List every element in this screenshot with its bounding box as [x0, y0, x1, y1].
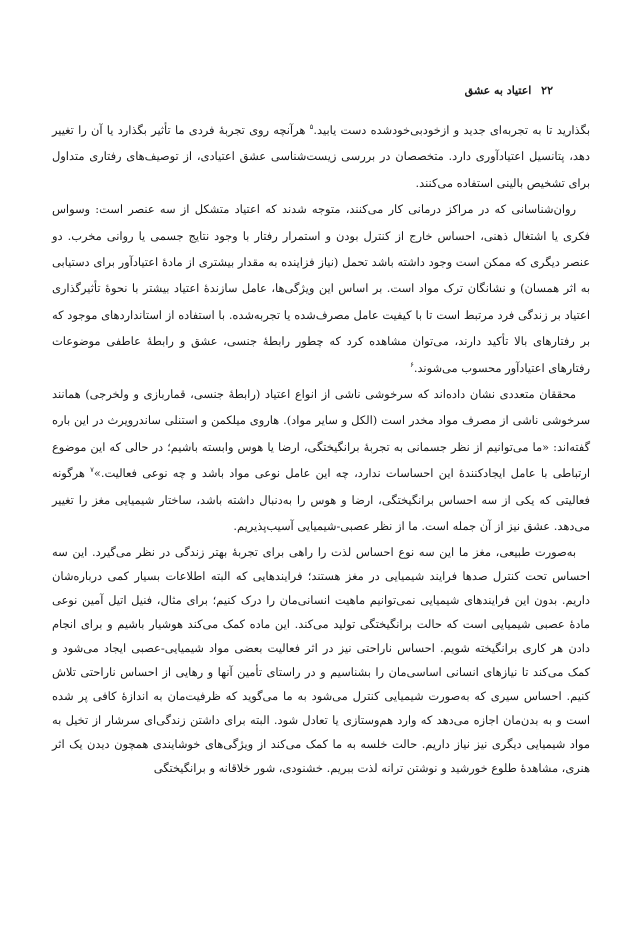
paragraph-text: روان‌شناسانی که در مراکز درمانی کار می‌کنند، متوجه شدند که اعتیاد متشکل از سه عنصر است: وسواس فکری یا اشتغال ذهنی، احساس خارج از کنترل بودن و استمرار رفتار با وجود نتایج جسمی یا روانی مخرب. دو عنصر دیگری که ممکن است وجود داشته باشد تحمل (نیاز فزاینده به مقدار بیشتری از مادهٔ اعتیادآور برای دستیابی به اثر همسان) و نشانگان ترک مواد است. بر اساس این ویژگی‌ها، عامل سازندهٔ اعتیاد بیشتر با نحوهٔ تأثیرگذاری اعتیاد بر زندگی فرد مرتبط است تا با کیفیت عامل مصرف‌شده یا تجربه‌شده. با استفاده از استانداردهای موجود که بر رفتارهای بالا تأکید دارند، می‌توان مشاهده کرد که چطور رابطهٔ جنسی، عشق و رابطهٔ عاطفی موضوعات رفتارهای اعتیادآور محسوب می‌شوند.: [52, 202, 590, 375]
paragraph-text: محققان متعددی نشان داده‌اند که سرخوشی ناشی از انواع اعتیاد (رابطهٔ جنسی، قماربازی و ولخرجی) همانند سرخوشی ناشی از مصرف مواد مخدر است (الکل و سایر مواد). هاروی میلکمن و استنلی ساندرویرث در این باره گفته‌اند: «ما می‌توانیم از نظر جسمانی به تجربهٔ برانگیختگی، ارضا یا هوس وابسته باشیم؛ در حالی که این موضوع ارتباطی با عامل ایجادکنندهٔ این احساسات ندارد، چه این عامل نوعی مواد باشد و چه نوعی فعالیت.»: [52, 387, 590, 481]
paragraph-text: به‌صورت طبیعی، مغز ما این سه نوع احساس لذت را راهی برای تجربهٔ بهتر زندگی در نظر می‌گیرد. این سه احساس تحت کنترل صدها فرایند شیمیایی در مغز هستند؛ فرایندهایی که البته اطلاعات بسیار کمی درباره‌شان داریم. بدون این فرایندهای شیمیایی نمی‌توانیم ماهیت انسانی‌مان را درک کنیم؛ برای مثال، فنیل اتیل آمین نوعی مادهٔ عصبی شیمیایی است که حالت برانگیختگی تولید می‌کند. این ماده کمک می‌کند هوشیار باشیم و برای انجام دادن هر کاری برانگیخته شویم. احساس ناراحتی نیز در اثر فعالیت بعضی مواد شیمیایی-عصبی ایجاد می‌شود و کمک می‌کند تا نیازهای انسانی اساسی‌مان را بشناسیم و در راستای تأمین آنها و رهایی از احساس ناراحتی تلاش کنیم. احساس سیری که به‌صورت شیمیایی کنترل می‌شود به ما می‌گوید که ظرفیت‌مان به اندازهٔ کافی پر شده است و به بدن‌مان اجازه می‌دهد که وارد هم‌وستازی یا تعادل شود. البته برای داشتن زندگی‌ای سرشار از تخیل به مواد شیمیایی دیگری نیز نیاز داریم. حالت خلسه به ما کمک می‌کند از ویژگی‌های خوشایندی همچون دیدن یک اثر هنری، مشاهدهٔ طلوع خورشید و نوشتن ترانه لذت ببریم. خشنودی، شور خلاقانه و برانگیختگی: [52, 544, 590, 775]
paragraph: [52, 196, 590, 381]
paragraph: [52, 117, 590, 196]
running-header: [465, 84, 553, 97]
footnote-marker: ۵: [309, 123, 314, 132]
footnote-marker: ۷: [90, 466, 94, 475]
body-text: [52, 117, 590, 780]
paragraph: [52, 381, 590, 539]
page-number: ۲۲: [541, 84, 553, 97]
paragraph-text: هرگونه فعالیتی که یکی از سه احساس برانگیختگی، ارضا و هوس را به‌دنبال داشته باشد، ساختار شیمیایی مغز را تغییر می‌دهد. عشق نیز از آن جمله است. ما از نظر عصبی-شیمیایی آسیب‌پذیریم.: [52, 466, 590, 534]
running-title: اعتیاد به عشق: [464, 84, 532, 97]
paragraph-text: بگذارید تا به تجربه‌ای جدید و ازخودبی‌خودشده دست یابید.: [313, 123, 590, 137]
footnote-marker: ۶: [410, 360, 414, 369]
paragraph-text: هرآنچه روی تجربهٔ فردی ما تأثیر بگذارد یا آن را تغییر دهد، پتانسیل اعتیادآوری دارد. متخصصان در بررسی زیست‌شناسی عشق اعتیادی، از توصیف‌های رفتاری متداول برای تشخیص بالینی استفاده می‌کنند.: [52, 123, 590, 190]
paragraph: [52, 540, 590, 780]
